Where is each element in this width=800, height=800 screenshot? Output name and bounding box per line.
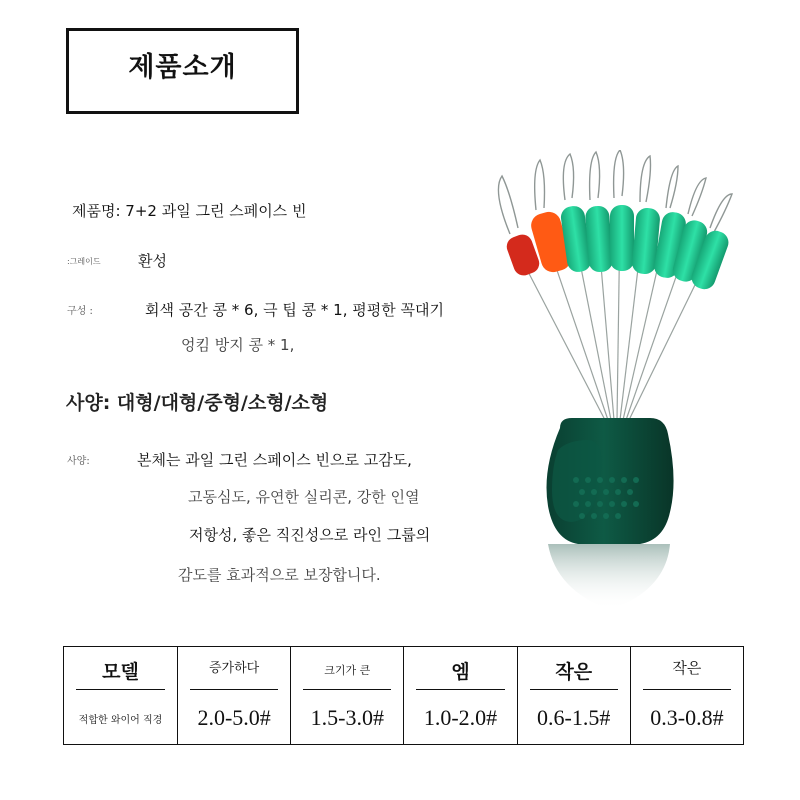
column-value: 1.0-2.0# <box>423 705 498 730</box>
product-name: 제품명: 7+2 과일 그린 스페이스 빈 <box>72 202 307 220</box>
column-header: 증가하다 <box>208 661 260 676</box>
composition-line-2: 엉킴 방지 콩 * 1, <box>181 336 295 354</box>
green-bead <box>610 205 634 271</box>
column-header: 크기가 큰 <box>324 664 371 677</box>
green-bead <box>585 205 614 273</box>
divider <box>303 689 391 690</box>
divider <box>530 689 618 690</box>
page-title: 제품소개 <box>128 52 237 83</box>
desc-line-1: 본체는 과일 그린 스페이스 빈으로 고감도, <box>137 451 412 469</box>
column-value: 0.6-1.5# <box>537 705 611 730</box>
table-column <box>630 647 743 744</box>
desc-line-2: 고동심도, 유연한 실리콘, 강한 인열 <box>188 488 420 506</box>
spec-label: 사양: <box>67 456 90 467</box>
spec-line: 사양: 대형/대형/중형/소형/소형 <box>66 392 329 414</box>
title-box <box>66 28 299 114</box>
divider <box>76 689 165 690</box>
desc-line-4: 감도를 효과적으로 보장합니다. <box>178 566 381 584</box>
divider <box>190 689 278 690</box>
column-header: 엠 <box>451 661 470 683</box>
divider <box>643 689 731 690</box>
model-header: 모델 <box>102 661 139 683</box>
column-value: 0.3-0.8# <box>650 705 724 730</box>
spec-table <box>63 646 744 745</box>
table-column <box>290 647 403 744</box>
composition-line-1: 회색 공간 콩 * 6, 극 팁 콩 * 1, 평평한 꼭대기 <box>145 301 444 319</box>
composition-label: 구성 : <box>67 306 93 317</box>
wire-diameter-label: 적합한 와이어 직경 <box>78 715 163 726</box>
column-value: 1.5-3.0# <box>310 705 384 730</box>
table-column <box>517 647 630 744</box>
table-column <box>177 647 290 744</box>
column-header: 작은 <box>555 661 593 683</box>
grade-value: 환성 <box>138 252 167 270</box>
beads <box>504 205 732 293</box>
table-column <box>403 647 516 744</box>
column-header: 작은 <box>672 659 702 677</box>
desc-line-3: 저항성, 좋은 직진성으로 라인 그룹의 <box>189 526 431 544</box>
column-value: 2.0-5.0# <box>197 705 271 730</box>
bead-base <box>547 418 674 610</box>
grade-label: :그레이드 <box>67 257 101 266</box>
product-image <box>480 150 770 620</box>
table-row-header-col <box>64 647 177 744</box>
divider <box>416 689 504 690</box>
